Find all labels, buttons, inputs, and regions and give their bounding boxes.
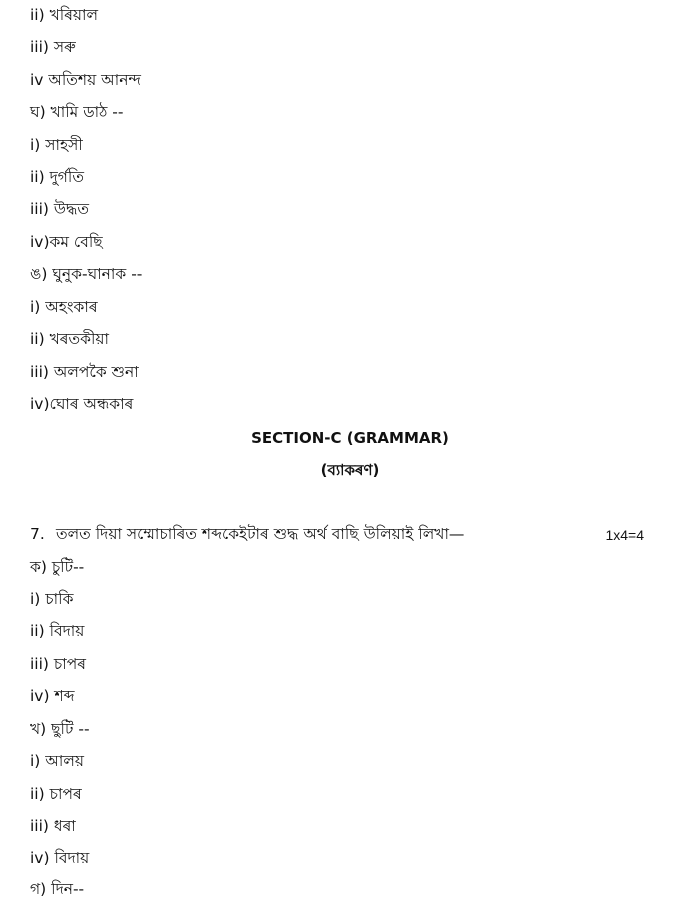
list-item: iii) চাপৰ <box>30 655 87 673</box>
list-item: i) চাকি <box>30 590 74 608</box>
list-item: iv) বিদায় <box>30 849 90 867</box>
question-number: 7. <box>30 525 45 543</box>
list-item: i) আলয় <box>30 752 85 770</box>
section-subtitle: (ব্যাকৰণ) <box>320 461 380 479</box>
question-heading: ঘ) খামি ডাঠ -- <box>30 103 124 121</box>
list-item: ii) চাপৰ <box>30 785 82 803</box>
list-item: i) অহংকাৰ <box>30 298 98 316</box>
question-heading: খ) ছুটি -- <box>30 720 90 738</box>
marks-label: 1x4=4 <box>605 527 644 543</box>
list-item: iv)কম বেছি <box>30 233 103 251</box>
question-text: তলত দিয়া সম্মোচাৰিত শব্দকেইটাৰ শুদ্ধ অৰ্থ বাছি উলিয়াই লিখা— <box>56 525 465 543</box>
question-heading: ক) চুটি-- <box>30 558 85 576</box>
list-item: iv)ঘোৰ অন্ধকাৰ <box>30 395 134 413</box>
list-item: iii) উদ্ধত <box>30 200 89 218</box>
list-item: iii) ধৰা <box>30 817 76 835</box>
list-item: iii) সৰু <box>30 38 76 56</box>
list-item: ii) বিদায় <box>30 622 85 640</box>
section-title: SECTION-C (GRAMMAR) <box>251 429 449 447</box>
question-7 <box>30 523 464 545</box>
list-item: ii) দুৰ্গতি <box>30 168 84 186</box>
question-heading: ঙ) ঘুনুক-ঘানাক -- <box>30 265 143 283</box>
list-item: iii) অলপকৈ শুনা <box>30 363 139 381</box>
question-heading: গ) দিন-- <box>30 880 85 898</box>
list-item: ii) খৰিয়াল <box>30 6 99 24</box>
list-item: i) সাহসী <box>30 136 83 154</box>
list-item: iv অতিশয় আনন্দ <box>30 71 141 89</box>
list-item: ii) খৰতকীয়া <box>30 330 110 348</box>
list-item: iv) শব্দ <box>30 687 75 705</box>
